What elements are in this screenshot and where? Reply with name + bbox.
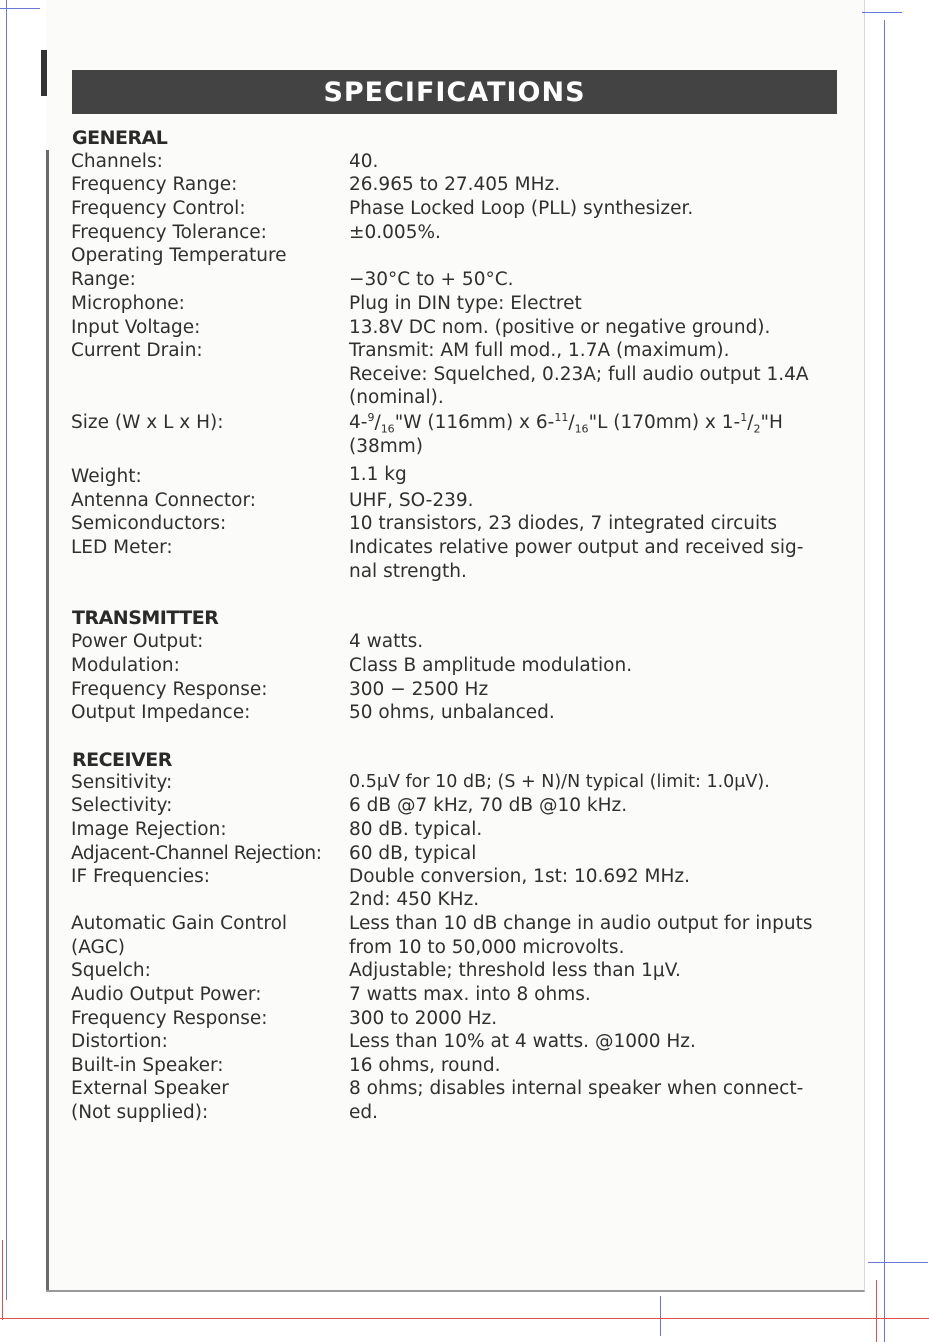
spec-label-cont: Range:: [71, 269, 136, 290]
spec-value: 8 ohms; disables internal speaker when connect-: [349, 1078, 804, 1099]
size-text: 4-: [349, 412, 368, 433]
spec-value-cont: 2nd: 450 KHz.: [349, 889, 480, 910]
spec-value: 10 transistors, 23 diodes, 7 integrated circuits: [349, 513, 778, 534]
spec-label: Operating Temperature: [71, 245, 287, 266]
spec-value: 80 dB. typical.: [349, 819, 483, 840]
spec-value-cont: Receive: Squelched, 0.23A; full audio output 1.4A: [349, 364, 809, 385]
pen-line-left: [6, 0, 7, 1300]
spec-label: IF Frequencies:: [71, 866, 210, 887]
spec-value: Transmit: AM full mod., 1.7A (maximum).: [349, 340, 730, 361]
spec-value: 6 dB @7 kHz, 70 dB @10 kHz.: [349, 795, 628, 816]
size-frac-num: 1: [740, 410, 748, 424]
pen-line-bottom: [660, 1296, 661, 1336]
size-text: "H: [760, 412, 783, 433]
spec-value: Less than 10 dB change in audio output for inputs: [349, 913, 813, 934]
spec-label: Frequency Range:: [71, 174, 238, 195]
spec-label: Frequency Response:: [71, 679, 268, 700]
spec-label: Built-in Speaker:: [71, 1055, 224, 1076]
spec-label: Frequency Tolerance:: [71, 222, 267, 243]
spec-label: External Speaker: [71, 1078, 229, 1099]
spec-label: Antenna Connector:: [71, 490, 257, 511]
spec-value: ±0.005%.: [349, 222, 441, 243]
red-line-right: [876, 1280, 877, 1342]
spec-label: Sensitivity:: [71, 772, 173, 793]
spec-value-cont: (nominal).: [349, 387, 444, 408]
spec-label: Channels:: [71, 151, 163, 172]
spec-label: Microphone:: [71, 293, 185, 314]
spec-label: Automatic Gain Control: [71, 913, 288, 934]
spec-label: Input Voltage:: [71, 317, 201, 338]
size-text: "W (116mm) x 6-: [394, 412, 555, 433]
spec-value: Class B amplitude modulation.: [349, 655, 633, 676]
spec-value: 1.1 kg: [349, 464, 407, 485]
size-frac-slash: /: [747, 412, 754, 433]
spec-value: Plug in DIN type: Electret: [349, 293, 582, 314]
spec-value-size: [349, 411, 783, 435]
spec-label: Frequency Control:: [71, 198, 246, 219]
spec-label: Weight:: [71, 466, 142, 487]
spec-label: Audio Output Power:: [71, 984, 262, 1005]
spec-value: 26.965 to 27.405 MHz.: [349, 174, 561, 195]
red-line-bottom: [0, 1318, 929, 1319]
spec-label-cont: (Not supplied):: [71, 1102, 209, 1123]
spec-value: 50 ohms, unbalanced.: [349, 702, 555, 723]
section-heading-transmitter: TRANSMITTER: [72, 607, 219, 629]
spec-value: Adjustable; threshold less than 1μV.: [349, 960, 681, 981]
pen-line-right: [884, 20, 885, 1342]
size-frac-slash: /: [374, 412, 381, 433]
spec-label: Distortion:: [71, 1031, 168, 1052]
pen-line-bottom-right: [868, 1262, 928, 1263]
size-frac-num: 11: [554, 410, 569, 424]
spec-label: Squelch:: [71, 960, 151, 981]
spec-value-cont: (38mm): [349, 436, 424, 457]
size-frac-den: 2: [753, 422, 761, 436]
spec-label: Power Output:: [71, 631, 204, 652]
spec-value: 300 to 2000 Hz.: [349, 1008, 498, 1029]
top-left-mark: [0, 8, 40, 9]
spec-label: LED Meter:: [71, 537, 173, 558]
pen-line-top-right: [862, 12, 902, 13]
spec-value: 60 dB, typical: [349, 843, 477, 864]
size-frac-den: 16: [574, 422, 589, 436]
spec-value: 16 ohms, round.: [349, 1055, 501, 1076]
spec-value-cont: from 10 to 50,000 microvolts.: [349, 937, 625, 958]
size-text: "L (170mm) x 1-: [588, 412, 741, 433]
section-heading-general: GENERAL: [72, 127, 168, 149]
spec-label: Modulation:: [71, 655, 180, 676]
spec-value: 4 watts.: [349, 631, 424, 652]
spec-label: Selectivity:: [71, 795, 173, 816]
size-frac-slash: /: [568, 412, 575, 433]
spec-value: Indicates relative power output and received sig-: [349, 537, 804, 558]
spec-value: 13.8V DC nom. (positive or negative ground).: [349, 317, 771, 338]
spec-value-cont: ed.: [349, 1102, 379, 1123]
spec-label: Frequency Response:: [71, 1008, 268, 1029]
spec-value: Double conversion, 1st: 10.692 MHz.: [349, 866, 691, 887]
spec-value: UHF, SO-239.: [349, 490, 474, 511]
spec-value: 300 − 2500 Hz: [349, 679, 489, 700]
spec-value-cont: nal strength.: [349, 561, 467, 582]
spec-label: Size (W x L x H):: [71, 412, 224, 433]
page-edge-mark: [41, 50, 47, 96]
page-title: SPECIFICATIONS: [72, 70, 837, 114]
spec-label: Current Drain:: [71, 340, 203, 361]
spec-label: Adjacent-Channel Rejection:: [71, 843, 322, 864]
spec-value: Phase Locked Loop (PLL) synthesizer.: [349, 198, 694, 219]
spec-value: 40.: [349, 151, 379, 172]
spec-value: 7 watts max. into 8 ohms.: [349, 984, 591, 1005]
spec-value: −30°C to + 50°C.: [349, 269, 514, 290]
spec-label: Semiconductors:: [71, 513, 227, 534]
spec-label: Output Impedance:: [71, 702, 251, 723]
size-frac-num: 9: [367, 410, 375, 424]
section-heading-receiver: RECEIVER: [72, 749, 172, 771]
page-edge-shadow: [46, 150, 49, 1290]
spec-value: Less than 10% at 4 watts. @1000 Hz.: [349, 1031, 696, 1052]
spec-label: Image Rejection:: [71, 819, 227, 840]
red-line-left: [2, 1240, 3, 1320]
spec-value: 0.5μV for 10 dB; (S + N)/N typical (limit: 1.0μV).: [349, 772, 770, 792]
size-frac-den: 16: [380, 422, 395, 436]
spec-label-cont: (AGC): [71, 937, 126, 958]
